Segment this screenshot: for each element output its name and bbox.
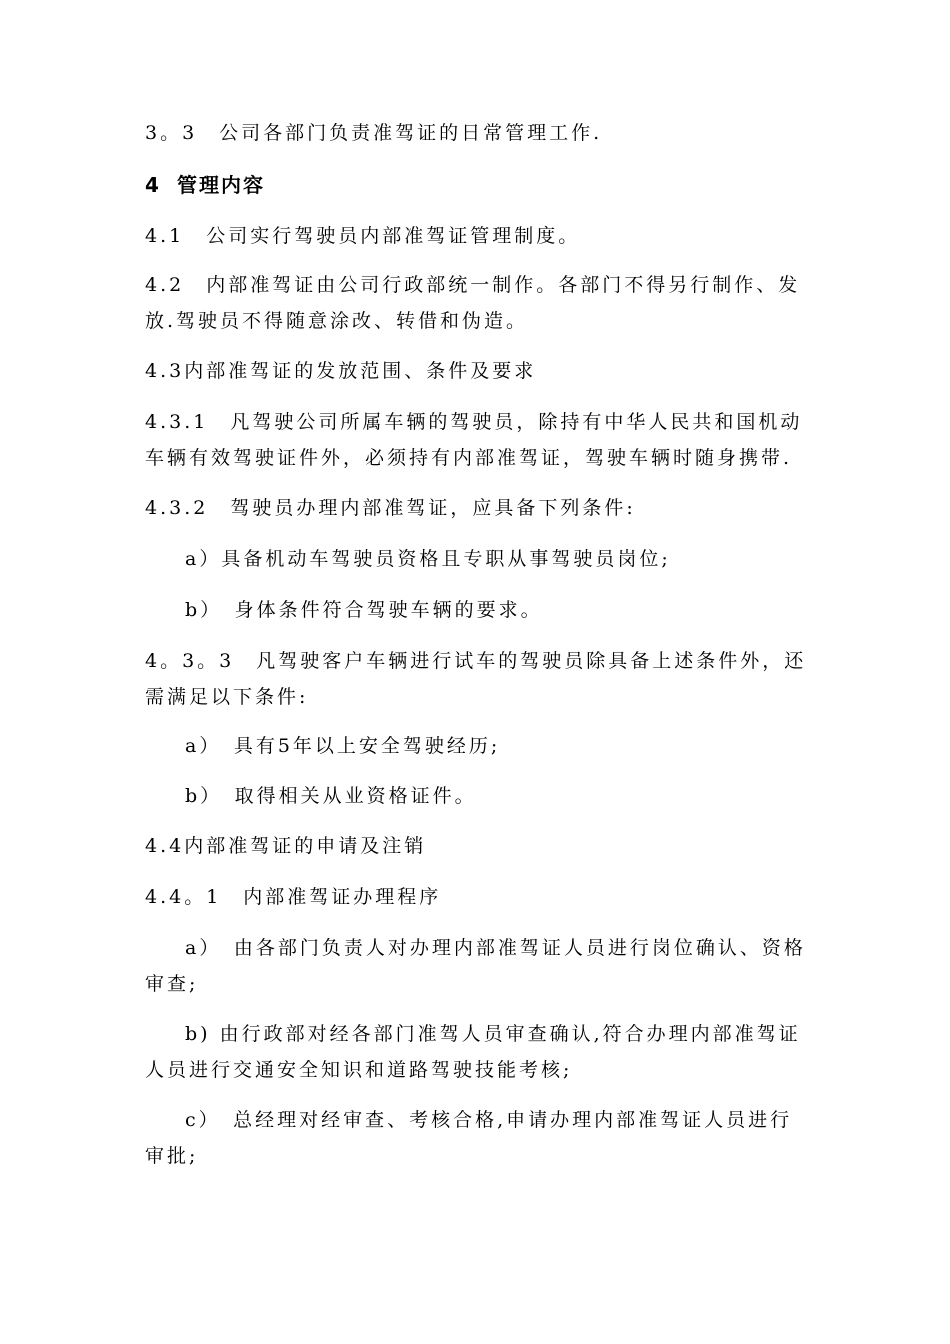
paragraph-4-4-1: 4.4。1 内部准驾证办理程序: [145, 886, 442, 908]
section-number: 4: [145, 173, 161, 197]
paragraph-4-4: 4.4内部准驾证的申请及注销: [145, 835, 427, 857]
document-page: [145, 0, 810, 1344]
paragraph-4-3: 4.3内部准驾证的发放范围、条件及要求: [145, 360, 537, 382]
section-heading-4: [145, 167, 810, 203]
paragraph-4-3-1: 4.3.1 凡驾驶公司所属车辆的驾驶员，除持有中华人民共和国机动车辆有效驾驶证件外，必须持有内部准驾证，驾驶车辆时随身携带.: [145, 411, 803, 469]
section-title: 管理内容: [177, 173, 265, 197]
list-item-a: a） 由各部门负责人对办理内部准驾证人员进行岗位确认、资格审查;: [145, 937, 806, 995]
paragraph-4-3-3: 4。3。3 凡驾驶客户车辆进行试车的驾驶员除具备上述条件外，还需满足以下条件:: [145, 650, 807, 708]
list-item-a: a） 具有5年以上安全驾驶经历;: [185, 735, 501, 757]
list-item-a: a）具备机动车驾驶员资格且专职从事驾驶员岗位;: [185, 548, 671, 570]
paragraph-3-3: 3。3 公司各部门负责准驾证的日常管理工作.: [145, 122, 603, 144]
paragraph-4-3-2: 4.3.2 驾驶员办理内部准驾证，应具备下列条件:: [145, 497, 636, 519]
list-item-b: b） 取得相关从业资格证件。: [185, 785, 477, 807]
list-item-c: c） 总经理对经审查、考核合格,申请办理内部准驾证人员进行审批;: [145, 1109, 793, 1167]
paragraph-4-1: 4.1 公司实行驾驶员内部准驾证管理制度。: [145, 225, 581, 247]
list-item-b: b） 身体条件符合驾驶车辆的要求。: [185, 599, 543, 621]
paragraph-4-2: 4.2 内部准驾证由公司行政部统一制作。各部门不得另行制作、发放.驾驶员不得随意涂改、转借和伪造。: [145, 274, 801, 332]
list-item-b: b) 由行政部对经各部门准驾人员审查确认,符合办理内部准驾证人员进行交通安全知识和道路驾驶技能考核;: [145, 1023, 801, 1081]
